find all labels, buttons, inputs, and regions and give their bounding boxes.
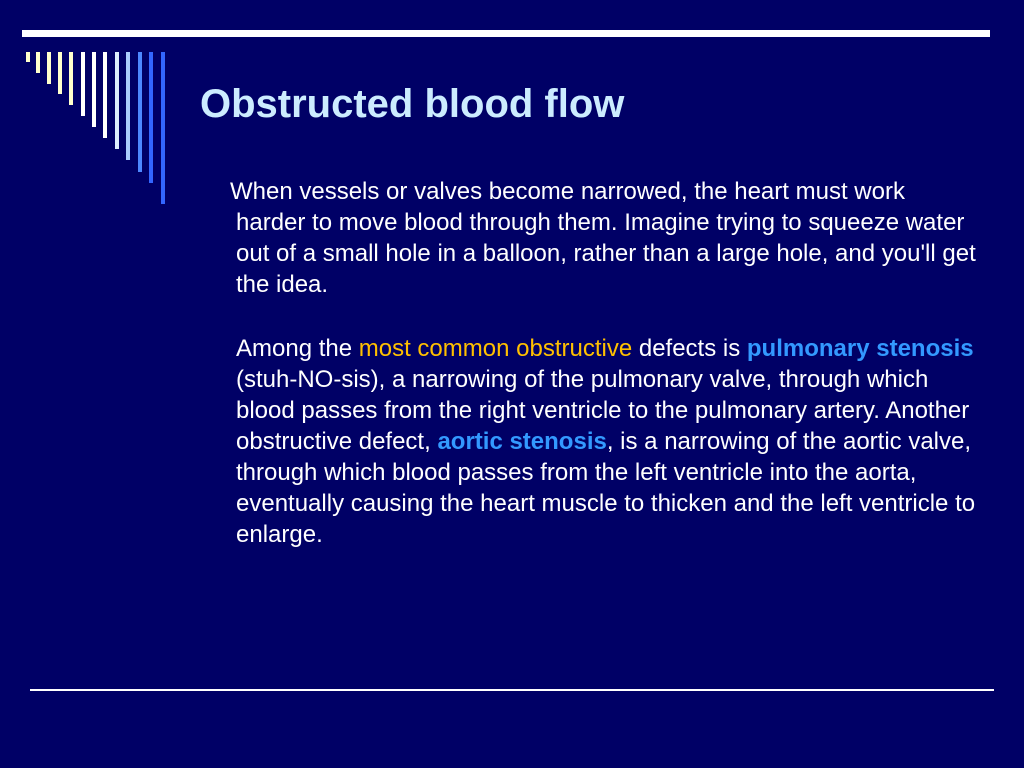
paragraph-obstructive-defects <box>236 333 976 550</box>
decor-bar <box>81 52 85 116</box>
text-segment: defects is <box>632 335 747 362</box>
decor-bar <box>103 52 107 138</box>
term-pulmonary-stenosis: pulmonary stenosis <box>746 335 974 362</box>
text-segment: Among the <box>236 335 359 362</box>
top-rule <box>22 30 990 37</box>
decor-bar <box>161 52 165 204</box>
decor-bar <box>47 52 51 84</box>
text-segment: (stuh-NO-sis), a narrowing of the pulmonary valve, through which blood passes from the right ventricle to the pulmonary artery. Another obstructive defect, <box>236 366 970 455</box>
bottom-rule <box>30 689 994 691</box>
term-aortic-stenosis: aortic stenosis <box>437 428 607 455</box>
slide-body <box>230 176 976 550</box>
decor-bar <box>69 52 73 105</box>
decor-bar <box>26 52 30 62</box>
decor-bar <box>138 52 142 172</box>
decor-bar <box>126 52 130 160</box>
decor-bar <box>36 52 40 73</box>
text-segment: , is a narrowing of the aortic valve, through which blood passes from the left ventricle into the aorta, eventually causing the heart muscle to thicken and the left ventricle to enlarge. <box>236 428 976 548</box>
paragraph-vessels-narrowed: When vessels or valves become narrowed, the heart must work harder to move blood through them. Imagine trying to squeeze water out of a small hole in a balloon, rather than a large hole, and you'll get the idea. <box>230 178 976 298</box>
highlight-most-common-obstructive: most common obstructive <box>358 335 633 362</box>
decor-bar <box>92 52 96 127</box>
decor-bar <box>58 52 62 94</box>
decor-bar <box>149 52 153 183</box>
decor-bar <box>115 52 119 149</box>
slide-title: Obstructed blood flow <box>200 82 625 126</box>
